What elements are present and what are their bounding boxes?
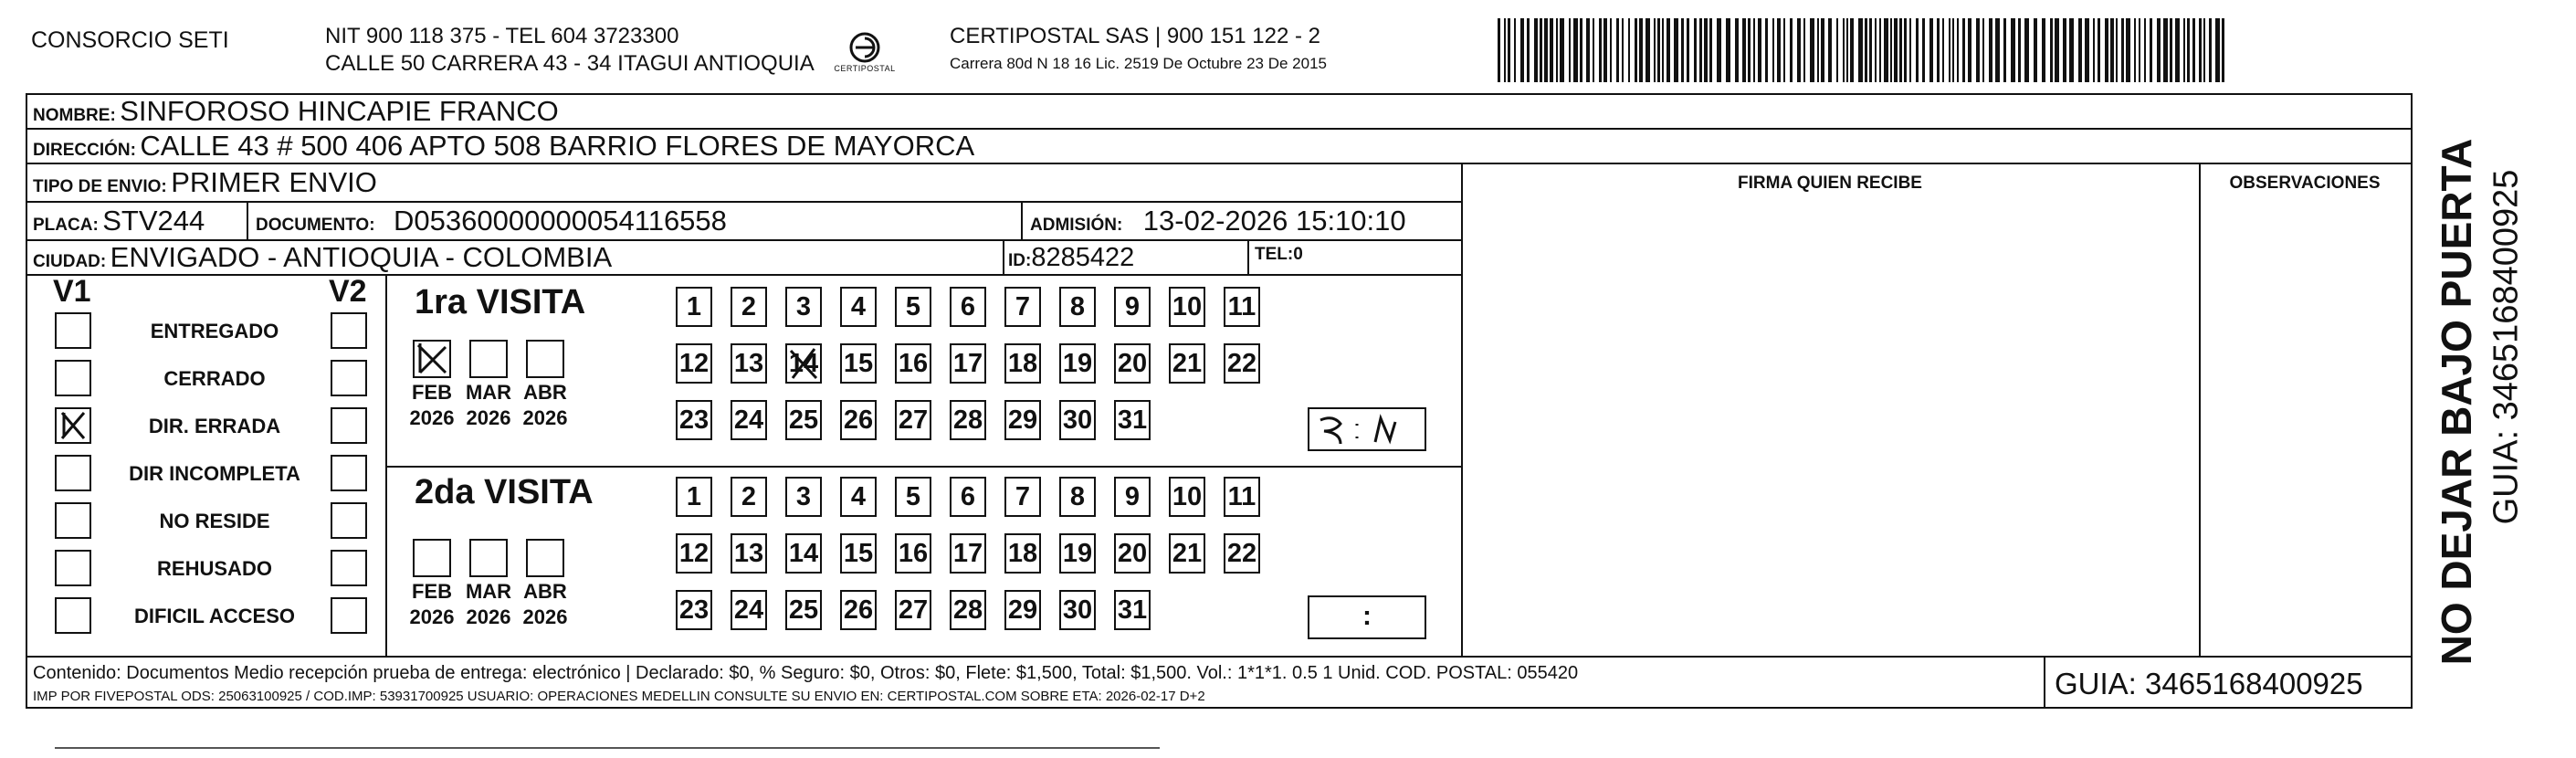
status-v1-checkbox[interactable]	[55, 312, 91, 349]
day-box[interactable]: 4	[840, 287, 877, 327]
day-box[interactable]: 10	[1169, 477, 1205, 517]
day-box[interactable]: 16	[895, 533, 931, 574]
certipostal-logo: CERTIPOSTAL	[833, 27, 897, 82]
day-box[interactable]: 8	[1059, 287, 1096, 327]
day-box[interactable]: 24	[731, 590, 767, 630]
month-label: FEB 2026	[409, 381, 455, 429]
tel-label: TEL:	[1255, 245, 1294, 264]
day-box[interactable]: 22	[1224, 533, 1260, 574]
status-v2-checkbox[interactable]	[331, 360, 367, 396]
day-box[interactable]: 19	[1059, 533, 1096, 574]
day-box[interactable]: 21	[1169, 533, 1205, 574]
scan-edge-line	[55, 747, 1160, 749]
ciudad-label: CIUDAD:	[33, 252, 107, 271]
direccion-row	[33, 130, 974, 163]
ciudad-value: ENVIGADO - ANTIOQUIA - COLOMBIA	[110, 241, 613, 273]
day-box[interactable]: 6	[950, 477, 986, 517]
day-box[interactable]: 26	[840, 590, 877, 630]
status-label: DIR. ERRADA	[148, 415, 281, 437]
day-box[interactable]: 28	[950, 400, 986, 440]
day-box[interactable]: 6	[950, 287, 986, 327]
day-box[interactable]: 9	[1114, 477, 1151, 517]
direccion-label: DIRECCIÓN:	[33, 141, 136, 160]
day-box[interactable]: 2	[731, 477, 767, 517]
v2-label: V2	[329, 274, 367, 309]
documento-value: D05360000000054116558	[394, 205, 727, 237]
month-checkbox[interactable]	[526, 539, 564, 577]
day-box[interactable]: 24	[731, 400, 767, 440]
nombre-value: SINFOROSO HINCAPIE FRANCO	[120, 95, 559, 127]
day-box[interactable]: 7	[1004, 477, 1041, 517]
status-v1-checkbox[interactable]	[55, 455, 91, 491]
day-box[interactable]: 5	[895, 287, 931, 327]
day-box[interactable]: 31	[1114, 590, 1151, 630]
v1-label: V1	[53, 274, 91, 309]
day-box[interactable]: 10	[1169, 287, 1205, 327]
status-label: DIFICIL ACCESO	[133, 605, 295, 627]
month-checkbox[interactable]	[526, 340, 564, 378]
tipo-label: TIPO DE ENVIO:	[33, 177, 167, 196]
status-v1-checkbox[interactable]	[55, 597, 91, 634]
day-box[interactable]: 20	[1114, 533, 1151, 574]
first-visit-title: 1ra VISITA	[415, 283, 586, 321]
day-box[interactable]: 15	[840, 343, 877, 384]
status-v2-checkbox[interactable]	[331, 597, 367, 634]
day-box[interactable]: 14	[785, 533, 822, 574]
day-box[interactable]: 17	[950, 343, 986, 384]
day-box[interactable]: 7	[1004, 287, 1041, 327]
day-box[interactable]: 29	[1004, 590, 1041, 630]
day-box[interactable]: 30	[1059, 590, 1096, 630]
month-label: ABR 2026	[522, 580, 568, 628]
check-x-icon	[57, 409, 89, 442]
month-checkbox[interactable]	[413, 340, 451, 378]
day-box[interactable]: 2	[731, 287, 767, 327]
month-label: FEB 2026	[409, 580, 455, 628]
placa-label: PLACA:	[33, 216, 99, 235]
second-visit-title: 2da VISITA	[415, 473, 594, 511]
documento-label: DOCUMENTO:	[256, 216, 375, 235]
nombre-label: NOMBRE:	[33, 106, 116, 125]
placa-value: STV244	[102, 205, 205, 237]
status-v1-checkbox[interactable]	[55, 502, 91, 539]
admision-label: ADMISIÓN:	[1030, 216, 1123, 235]
admision-value: 13-02-2026 15:10:10	[1142, 205, 1406, 237]
status-label: DIR INCOMPLETA	[129, 462, 300, 485]
imp-line: IMP POR FIVEPOSTAL ODS: 25063100925 / COD.IMP: 53931700925 USUARIO: OPERACIONES MEDELLIN CONSULTE SU ENVIO EN: CERTIPOSTAL.COM SOBRE ETA: 2026-02-17 D+2	[33, 689, 1205, 704]
month-checkbox[interactable]	[469, 340, 508, 378]
status-label: REHUSADO	[157, 557, 272, 580]
day-box[interactable]: 29	[1004, 400, 1041, 440]
day-mark-icon	[787, 345, 820, 392]
day-box[interactable]: 15	[840, 533, 877, 574]
day-box[interactable]: 25	[785, 400, 822, 440]
visit1-time-box[interactable]	[1308, 407, 1426, 451]
day-box[interactable]: 1	[676, 477, 712, 517]
month-label: MAR 2026	[465, 381, 512, 429]
contenido-line: Contenido: Documentos Medio recepción prueba de entrega: electrónico | Declarado: $0, % Seguro: $0, Otros: $0, Flete: $1,500, Total: $1,500. Vol.: 1*1*1. 0.5 1 Unid. COD. POSTAL: 055420	[33, 663, 1579, 683]
day-box[interactable]: 26	[840, 400, 877, 440]
footer-guia: GUIA: 3465168400925	[2055, 667, 2363, 700]
admision-row	[1030, 205, 1406, 237]
month-label: ABR 2026	[522, 381, 568, 429]
status-v1-checkbox[interactable]	[55, 360, 91, 396]
status-label: ENTREGADO	[150, 320, 279, 342]
day-box[interactable]: 12	[676, 533, 712, 574]
status-label: CERRADO	[163, 367, 266, 390]
day-box[interactable]: 21	[1169, 343, 1205, 384]
status-v2-checkbox[interactable]	[331, 502, 367, 539]
day-box[interactable]: 9	[1114, 287, 1151, 327]
month-label: MAR 2026	[465, 580, 512, 628]
ciudad-row	[33, 241, 612, 274]
documento-row	[256, 205, 727, 237]
firma-label: FIRMA QUIEN RECIBE	[1738, 174, 1922, 193]
cert-title: CERTIPOSTAL SAS | 900 151 122 - 2	[950, 24, 1320, 48]
day-box[interactable]: 5	[895, 477, 931, 517]
day-box[interactable]: 23	[676, 590, 712, 630]
side-no-dejar: NO DEJAR BAJO PUERTA	[2433, 138, 2480, 666]
day-box[interactable]: 30	[1059, 400, 1096, 440]
day-box[interactable]: 23	[676, 400, 712, 440]
status-label: NO RESIDE	[159, 510, 270, 532]
cert-address: Carrera 80d N 18 16 Lic. 2519 De Octubre 23 De 2015	[950, 55, 1327, 72]
day-box[interactable]: 4	[840, 477, 877, 517]
day-box[interactable]: 18	[1004, 533, 1041, 574]
day-box[interactable]: 31	[1114, 400, 1151, 440]
direccion-value: CALLE 43 # 500 406 APTO 508 BARRIO FLORES DE MAYORCA	[140, 130, 975, 162]
day-box[interactable]: 28	[950, 590, 986, 630]
day-box[interactable]: 27	[895, 590, 931, 630]
day-box[interactable]: 17	[950, 533, 986, 574]
check-x-icon	[415, 342, 449, 376]
day-box[interactable]: 13	[731, 343, 767, 384]
day-box[interactable]: 11	[1224, 477, 1260, 517]
day-box[interactable]: 1	[676, 287, 712, 327]
day-box[interactable]: 27	[895, 400, 931, 440]
placa-row	[33, 205, 205, 237]
day-box[interactable]: 14	[785, 343, 822, 384]
day-box[interactable]: 11	[1224, 287, 1260, 327]
status-v1-checkbox[interactable]	[55, 407, 91, 444]
id-label: ID:	[1008, 251, 1032, 270]
month-checkbox[interactable]	[413, 539, 451, 577]
day-box[interactable]: 8	[1059, 477, 1096, 517]
day-box[interactable]: 3	[785, 287, 822, 327]
id-value: 8285422	[1031, 243, 1135, 272]
day-box[interactable]: 25	[785, 590, 822, 630]
tipo-row	[33, 166, 377, 199]
tel-value: 0	[1293, 245, 1303, 264]
day-box[interactable]: 22	[1224, 343, 1260, 384]
month-checkbox[interactable]	[469, 539, 508, 577]
status-v2-checkbox[interactable]	[331, 455, 367, 491]
handwritten-time-icon	[1309, 409, 1425, 449]
visit2-time-box[interactable]	[1308, 595, 1426, 639]
day-box[interactable]: 16	[895, 343, 931, 384]
address-line: CALLE 50 CARRERA 43 - 34 ITAGUI ANTIOQUIA	[325, 51, 815, 76]
company-name: CONSORCIO SETI	[31, 27, 229, 53]
status-v2-checkbox[interactable]	[331, 550, 367, 586]
tel-row	[1255, 245, 1303, 265]
status-v2-checkbox[interactable]	[331, 407, 367, 444]
observaciones-label: OBSERVACIONES	[2229, 174, 2381, 193]
tipo-value: PRIMER ENVIO	[171, 166, 377, 198]
day-box[interactable]: 13	[731, 533, 767, 574]
day-box[interactable]: 20	[1114, 343, 1151, 384]
day-box[interactable]: 12	[676, 343, 712, 384]
day-box[interactable]: 18	[1004, 343, 1041, 384]
id-row	[1008, 243, 1134, 273]
side-guia: GUIA: 3465168400925	[2487, 169, 2526, 525]
status-v1-checkbox[interactable]	[55, 550, 91, 586]
day-box[interactable]: 3	[785, 477, 822, 517]
status-v2-checkbox[interactable]	[331, 312, 367, 349]
nit-line: NIT 900 118 375 - TEL 604 3723300	[325, 24, 679, 48]
day-box[interactable]: 19	[1059, 343, 1096, 384]
nombre-row	[33, 95, 559, 128]
time-separator: :	[1362, 601, 1372, 631]
